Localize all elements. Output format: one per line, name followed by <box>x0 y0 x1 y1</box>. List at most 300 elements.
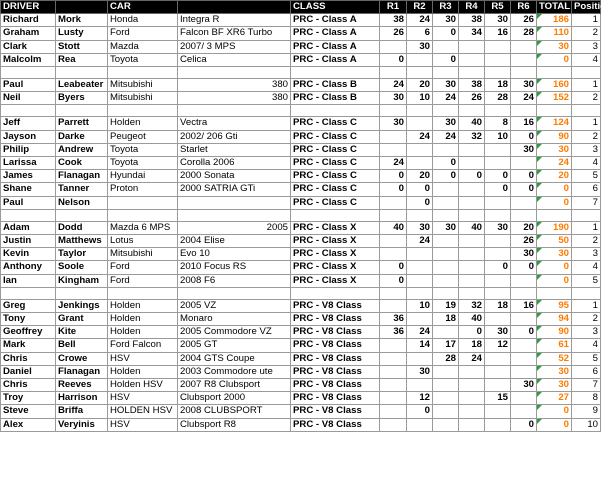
round-5-cell[interactable] <box>485 157 511 170</box>
empty-cell[interactable] <box>485 209 511 221</box>
driver-first-cell[interactable]: Paul <box>1 79 56 92</box>
car-make-cell[interactable]: Ford Falcon <box>108 339 178 352</box>
position-cell[interactable]: 6 <box>572 183 601 196</box>
round-1-cell[interactable] <box>380 130 407 143</box>
header-driver-last[interactable] <box>56 1 108 14</box>
round-6-cell[interactable] <box>511 405 537 418</box>
round-2-cell[interactable]: 14 <box>407 339 433 352</box>
round-3-cell[interactable]: 0 <box>433 27 459 40</box>
driver-first-cell[interactable]: Neil <box>1 92 56 105</box>
round-4-cell[interactable]: 38 <box>459 79 485 92</box>
position-cell[interactable]: 10 <box>572 418 601 431</box>
driver-first-cell[interactable]: Malcolm <box>1 53 56 66</box>
driver-last-cell[interactable]: Kingham <box>56 274 108 287</box>
car-make-cell[interactable]: Holden <box>108 313 178 326</box>
round-2-cell[interactable]: 30 <box>407 365 433 378</box>
driver-first-cell[interactable]: Clark <box>1 40 56 53</box>
driver-first-cell[interactable]: Paul <box>1 196 56 209</box>
car-model-cell[interactable]: 2002/ 206 Gti <box>178 130 291 143</box>
round-5-cell[interactable] <box>485 196 511 209</box>
round-2-cell[interactable]: 30 <box>407 221 433 234</box>
empty-cell[interactable] <box>291 67 380 79</box>
total-cell[interactable] <box>537 170 572 183</box>
round-3-cell[interactable] <box>433 235 459 248</box>
round-2-cell[interactable] <box>407 313 433 326</box>
class-cell[interactable]: PRC - V8 Class <box>291 339 380 352</box>
round-6-cell[interactable] <box>511 352 537 365</box>
round-3-cell[interactable] <box>433 418 459 431</box>
empty-cell[interactable] <box>1 209 56 221</box>
total-cell[interactable] <box>537 392 572 405</box>
total-cell[interactable] <box>537 14 572 27</box>
class-cell[interactable]: PRC - Class X <box>291 235 380 248</box>
position-cell[interactable]: 1 <box>572 117 601 130</box>
round-3-cell[interactable] <box>433 143 459 156</box>
round-2-cell[interactable]: 24 <box>407 235 433 248</box>
total-cell[interactable] <box>537 221 572 234</box>
round-5-cell[interactable]: 8 <box>485 117 511 130</box>
round-1-cell[interactable] <box>380 40 407 53</box>
round-6-cell[interactable] <box>511 196 537 209</box>
round-1-cell[interactable]: 36 <box>380 326 407 339</box>
round-4-cell[interactable]: 32 <box>459 299 485 312</box>
total-cell[interactable] <box>537 365 572 378</box>
round-6-cell[interactable]: 0 <box>511 418 537 431</box>
empty-cell[interactable] <box>178 105 291 117</box>
empty-cell[interactable] <box>56 67 108 79</box>
driver-first-cell[interactable]: Alex <box>1 418 56 431</box>
empty-cell[interactable] <box>178 67 291 79</box>
round-3-cell[interactable] <box>433 326 459 339</box>
car-model-cell[interactable]: Starlet <box>178 143 291 156</box>
car-make-cell[interactable]: Proton <box>108 183 178 196</box>
driver-last-cell[interactable]: Lusty <box>56 27 108 40</box>
position-cell[interactable]: 2 <box>572 235 601 248</box>
round-2-cell[interactable] <box>407 352 433 365</box>
round-5-cell[interactable] <box>485 40 511 53</box>
round-4-cell[interactable] <box>459 392 485 405</box>
class-cell[interactable]: PRC - V8 Class <box>291 313 380 326</box>
car-make-cell[interactable]: Mazda <box>108 40 178 53</box>
driver-last-cell[interactable]: Bell <box>56 339 108 352</box>
driver-last-cell[interactable]: Soole <box>56 261 108 274</box>
empty-cell[interactable] <box>511 209 537 221</box>
round-3-cell[interactable]: 24 <box>433 92 459 105</box>
car-model-cell[interactable]: 2008 F6 <box>178 274 291 287</box>
empty-cell[interactable] <box>291 209 380 221</box>
driver-last-cell[interactable]: Kite <box>56 326 108 339</box>
position-cell[interactable]: 3 <box>572 143 601 156</box>
car-make-cell[interactable]: HSV <box>108 418 178 431</box>
class-cell[interactable]: PRC - V8 Class <box>291 299 380 312</box>
empty-cell[interactable] <box>459 209 485 221</box>
class-cell[interactable]: PRC - Class C <box>291 157 380 170</box>
class-cell[interactable]: PRC - Class C <box>291 183 380 196</box>
empty-cell[interactable] <box>537 209 572 221</box>
position-cell[interactable]: 2 <box>572 27 601 40</box>
driver-first-cell[interactable]: Jayson <box>1 130 56 143</box>
round-1-cell[interactable] <box>380 352 407 365</box>
car-make-cell[interactable]: Holden <box>108 365 178 378</box>
class-cell[interactable]: PRC - Class X <box>291 274 380 287</box>
round-4-cell[interactable] <box>459 261 485 274</box>
empty-cell[interactable] <box>407 67 433 79</box>
driver-first-cell[interactable]: Larissa <box>1 157 56 170</box>
round-3-cell[interactable]: 0 <box>433 170 459 183</box>
header-position[interactable]: Position <box>572 1 601 14</box>
round-6-cell[interactable]: 30 <box>511 379 537 392</box>
round-5-cell[interactable]: 12 <box>485 339 511 352</box>
round-5-cell[interactable]: 18 <box>485 79 511 92</box>
car-model-cell[interactable]: Falcon BF XR6 Turbo <box>178 27 291 40</box>
round-3-cell[interactable]: 0 <box>433 157 459 170</box>
header-total[interactable]: TOTAL <box>537 1 572 14</box>
round-5-cell[interactable] <box>485 365 511 378</box>
empty-cell[interactable] <box>433 209 459 221</box>
header-r4[interactable]: R4 <box>459 1 485 14</box>
round-6-cell[interactable]: 0 <box>511 170 537 183</box>
round-1-cell[interactable]: 24 <box>380 79 407 92</box>
total-cell[interactable] <box>537 40 572 53</box>
driver-first-cell[interactable]: Anthony <box>1 261 56 274</box>
car-make-cell[interactable]: Ford <box>108 27 178 40</box>
car-make-cell[interactable]: Holden <box>108 326 178 339</box>
round-2-cell[interactable]: 0 <box>407 183 433 196</box>
class-cell[interactable]: PRC - Class C <box>291 143 380 156</box>
header-r5[interactable]: R5 <box>485 1 511 14</box>
empty-cell[interactable] <box>459 67 485 79</box>
round-4-cell[interactable] <box>459 183 485 196</box>
round-6-cell[interactable]: 20 <box>511 221 537 234</box>
position-cell[interactable]: 9 <box>572 405 601 418</box>
round-3-cell[interactable]: 28 <box>433 352 459 365</box>
round-1-cell[interactable]: 38 <box>380 14 407 27</box>
round-3-cell[interactable] <box>433 365 459 378</box>
empty-cell[interactable] <box>1 105 56 117</box>
class-cell[interactable]: PRC - Class C <box>291 117 380 130</box>
driver-last-cell[interactable]: Matthews <box>56 235 108 248</box>
header-r1[interactable]: R1 <box>380 1 407 14</box>
class-cell[interactable]: PRC - Class C <box>291 170 380 183</box>
round-5-cell[interactable]: 10 <box>485 130 511 143</box>
empty-cell[interactable] <box>485 67 511 79</box>
class-cell[interactable]: PRC - Class A <box>291 53 380 66</box>
round-5-cell[interactable] <box>485 418 511 431</box>
empty-cell[interactable] <box>407 209 433 221</box>
empty-cell[interactable] <box>433 287 459 299</box>
car-model-cell[interactable]: 2008 CLUBSPORT <box>178 405 291 418</box>
round-3-cell[interactable] <box>433 261 459 274</box>
position-cell[interactable]: 6 <box>572 365 601 378</box>
round-2-cell[interactable]: 24 <box>407 326 433 339</box>
round-4-cell[interactable] <box>459 274 485 287</box>
round-4-cell[interactable] <box>459 196 485 209</box>
total-cell[interactable] <box>537 313 572 326</box>
round-1-cell[interactable]: 0 <box>380 53 407 66</box>
round-6-cell[interactable]: 28 <box>511 27 537 40</box>
driver-first-cell[interactable]: James <box>1 170 56 183</box>
header-r3[interactable]: R3 <box>433 1 459 14</box>
round-4-cell[interactable] <box>459 418 485 431</box>
empty-cell[interactable] <box>291 287 380 299</box>
round-5-cell[interactable]: 0 <box>485 183 511 196</box>
empty-cell[interactable] <box>572 67 601 79</box>
round-2-cell[interactable]: 10 <box>407 299 433 312</box>
round-4-cell[interactable] <box>459 235 485 248</box>
round-4-cell[interactable] <box>459 157 485 170</box>
round-3-cell[interactable] <box>433 248 459 261</box>
empty-cell[interactable] <box>108 209 178 221</box>
round-2-cell[interactable] <box>407 117 433 130</box>
position-cell[interactable]: 4 <box>572 157 601 170</box>
driver-first-cell[interactable]: Greg <box>1 299 56 312</box>
round-1-cell[interactable] <box>380 235 407 248</box>
round-2-cell[interactable] <box>407 53 433 66</box>
round-2-cell[interactable]: 30 <box>407 40 433 53</box>
total-cell[interactable] <box>537 92 572 105</box>
driver-last-cell[interactable]: Mork <box>56 14 108 27</box>
car-model-cell[interactable]: 2004 GTS Coupe <box>178 352 291 365</box>
round-4-cell[interactable]: 34 <box>459 27 485 40</box>
total-cell[interactable] <box>537 53 572 66</box>
round-4-cell[interactable] <box>459 365 485 378</box>
round-2-cell[interactable]: 6 <box>407 27 433 40</box>
driver-first-cell[interactable]: Graham <box>1 27 56 40</box>
driver-first-cell[interactable]: Philip <box>1 143 56 156</box>
round-6-cell[interactable]: 0 <box>511 261 537 274</box>
round-3-cell[interactable]: 24 <box>433 130 459 143</box>
empty-cell[interactable] <box>380 287 407 299</box>
round-5-cell[interactable] <box>485 248 511 261</box>
round-1-cell[interactable] <box>380 405 407 418</box>
round-1-cell[interactable]: 30 <box>380 92 407 105</box>
header-class[interactable]: CLASS <box>291 1 380 14</box>
driver-last-cell[interactable]: Taylor <box>56 248 108 261</box>
car-model-cell[interactable] <box>178 196 291 209</box>
round-6-cell[interactable]: 26 <box>511 14 537 27</box>
car-model-cell[interactable]: 2005 <box>178 221 291 234</box>
round-3-cell[interactable]: 30 <box>433 14 459 27</box>
class-cell[interactable]: PRC - Class B <box>291 79 380 92</box>
round-1-cell[interactable]: 30 <box>380 117 407 130</box>
car-make-cell[interactable]: HSV <box>108 352 178 365</box>
empty-cell[interactable] <box>511 287 537 299</box>
round-3-cell[interactable] <box>433 274 459 287</box>
round-3-cell[interactable]: 30 <box>433 221 459 234</box>
driver-last-cell[interactable]: Cook <box>56 157 108 170</box>
car-model-cell[interactable]: 2004 Elise <box>178 235 291 248</box>
round-4-cell[interactable] <box>459 53 485 66</box>
driver-first-cell[interactable]: Tony <box>1 313 56 326</box>
round-1-cell[interactable]: 0 <box>380 274 407 287</box>
total-cell[interactable] <box>537 379 572 392</box>
round-1-cell[interactable] <box>380 418 407 431</box>
round-4-cell[interactable]: 40 <box>459 221 485 234</box>
driver-last-cell[interactable]: Reeves <box>56 379 108 392</box>
car-model-cell[interactable]: Clubsport 2000 <box>178 392 291 405</box>
total-cell[interactable] <box>537 117 572 130</box>
empty-cell[interactable] <box>380 209 407 221</box>
position-cell[interactable]: 8 <box>572 392 601 405</box>
car-model-cell[interactable]: Monaro <box>178 313 291 326</box>
round-6-cell[interactable] <box>511 339 537 352</box>
driver-last-cell[interactable]: Crowe <box>56 352 108 365</box>
empty-cell[interactable] <box>108 105 178 117</box>
car-model-cell[interactable]: 2000 SATRIA GTi <box>178 183 291 196</box>
empty-cell[interactable] <box>537 67 572 79</box>
car-make-cell[interactable]: Toyota <box>108 157 178 170</box>
round-4-cell[interactable] <box>459 40 485 53</box>
round-5-cell[interactable]: 0 <box>485 261 511 274</box>
car-make-cell[interactable]: Holden <box>108 299 178 312</box>
round-1-cell[interactable] <box>380 196 407 209</box>
empty-cell[interactable] <box>572 209 601 221</box>
round-4-cell[interactable]: 26 <box>459 92 485 105</box>
round-6-cell[interactable]: 30 <box>511 79 537 92</box>
round-5-cell[interactable] <box>485 405 511 418</box>
car-model-cell[interactable]: Vectra <box>178 117 291 130</box>
position-cell[interactable]: 1 <box>572 79 601 92</box>
car-make-cell[interactable]: Lotus <box>108 235 178 248</box>
car-model-cell[interactable]: Clubsport R8 <box>178 418 291 431</box>
driver-first-cell[interactable]: Jeff <box>1 117 56 130</box>
round-4-cell[interactable] <box>459 405 485 418</box>
round-5-cell[interactable] <box>485 313 511 326</box>
empty-cell[interactable] <box>1 67 56 79</box>
empty-cell[interactable] <box>178 209 291 221</box>
round-4-cell[interactable]: 32 <box>459 130 485 143</box>
header-r2[interactable]: R2 <box>407 1 433 14</box>
round-2-cell[interactable]: 20 <box>407 79 433 92</box>
driver-first-cell[interactable]: Richard <box>1 14 56 27</box>
position-cell[interactable]: 2 <box>572 92 601 105</box>
car-model-cell[interactable]: 2005 Commodore VZ <box>178 326 291 339</box>
driver-first-cell[interactable]: Geoffrey <box>1 326 56 339</box>
round-2-cell[interactable] <box>407 261 433 274</box>
round-1-cell[interactable]: 0 <box>380 261 407 274</box>
total-cell[interactable] <box>537 130 572 143</box>
round-4-cell[interactable] <box>459 143 485 156</box>
round-6-cell[interactable] <box>511 392 537 405</box>
total-cell[interactable] <box>537 79 572 92</box>
round-3-cell[interactable] <box>433 392 459 405</box>
round-5-cell[interactable]: 0 <box>485 170 511 183</box>
round-1-cell[interactable] <box>380 143 407 156</box>
driver-first-cell[interactable]: Chris <box>1 379 56 392</box>
driver-last-cell[interactable]: Nelson <box>56 196 108 209</box>
empty-cell[interactable] <box>433 105 459 117</box>
empty-cell[interactable] <box>56 105 108 117</box>
total-cell[interactable] <box>537 339 572 352</box>
car-model-cell[interactable]: 380 <box>178 92 291 105</box>
position-cell[interactable]: 1 <box>572 14 601 27</box>
round-6-cell[interactable]: 30 <box>511 248 537 261</box>
car-make-cell[interactable]: Hyundai <box>108 170 178 183</box>
position-cell[interactable]: 7 <box>572 196 601 209</box>
round-2-cell[interactable] <box>407 248 433 261</box>
empty-cell[interactable] <box>511 67 537 79</box>
empty-cell[interactable] <box>459 105 485 117</box>
car-make-cell[interactable]: Toyota <box>108 143 178 156</box>
round-1-cell[interactable] <box>380 392 407 405</box>
round-1-cell[interactable] <box>380 365 407 378</box>
driver-last-cell[interactable]: Rea <box>56 53 108 66</box>
class-cell[interactable]: PRC - Class X <box>291 248 380 261</box>
car-make-cell[interactable]: HSV <box>108 392 178 405</box>
total-cell[interactable] <box>537 405 572 418</box>
round-4-cell[interactable]: 40 <box>459 117 485 130</box>
total-cell[interactable] <box>537 196 572 209</box>
round-2-cell[interactable] <box>407 418 433 431</box>
total-cell[interactable] <box>537 274 572 287</box>
round-6-cell[interactable]: 24 <box>511 92 537 105</box>
position-cell[interactable]: 1 <box>572 299 601 312</box>
round-3-cell[interactable]: 30 <box>433 117 459 130</box>
car-make-cell[interactable]: Holden HSV <box>108 379 178 392</box>
header-driver[interactable]: DRIVER <box>1 1 56 14</box>
driver-last-cell[interactable]: Dodd <box>56 221 108 234</box>
empty-cell[interactable] <box>380 67 407 79</box>
round-2-cell[interactable]: 10 <box>407 92 433 105</box>
car-model-cell[interactable]: 2005 GT <box>178 339 291 352</box>
car-model-cell[interactable]: 380 <box>178 79 291 92</box>
car-make-cell[interactable]: Ford <box>108 261 178 274</box>
driver-last-cell[interactable]: Tanner <box>56 183 108 196</box>
class-cell[interactable]: PRC - V8 Class <box>291 326 380 339</box>
round-6-cell[interactable]: 26 <box>511 235 537 248</box>
round-6-cell[interactable] <box>511 274 537 287</box>
round-4-cell[interactable] <box>459 248 485 261</box>
car-make-cell[interactable]: Honda <box>108 14 178 27</box>
class-cell[interactable]: PRC - V8 Class <box>291 418 380 431</box>
empty-cell[interactable] <box>291 105 380 117</box>
driver-last-cell[interactable]: Flanagan <box>56 170 108 183</box>
round-2-cell[interactable] <box>407 274 433 287</box>
round-6-cell[interactable]: 30 <box>511 143 537 156</box>
car-model-cell[interactable]: 2000 Sonata <box>178 170 291 183</box>
position-cell[interactable]: 7 <box>572 379 601 392</box>
total-cell[interactable] <box>537 248 572 261</box>
round-4-cell[interactable]: 0 <box>459 170 485 183</box>
driver-last-cell[interactable]: Darke <box>56 130 108 143</box>
car-make-cell[interactable] <box>108 196 178 209</box>
round-5-cell[interactable]: 16 <box>485 27 511 40</box>
round-4-cell[interactable]: 24 <box>459 352 485 365</box>
class-cell[interactable]: PRC - Class X <box>291 261 380 274</box>
total-cell[interactable] <box>537 183 572 196</box>
class-cell[interactable]: PRC - V8 Class <box>291 405 380 418</box>
class-cell[interactable]: PRC - V8 Class <box>291 379 380 392</box>
round-4-cell[interactable]: 18 <box>459 339 485 352</box>
empty-cell[interactable] <box>407 105 433 117</box>
round-4-cell[interactable]: 38 <box>459 14 485 27</box>
round-2-cell[interactable] <box>407 157 433 170</box>
car-make-cell[interactable]: HOLDEN HSV <box>108 405 178 418</box>
car-model-cell[interactable]: 2003 Commodore ute <box>178 365 291 378</box>
total-cell[interactable] <box>537 261 572 274</box>
total-cell[interactable] <box>537 27 572 40</box>
driver-first-cell[interactable]: Shane <box>1 183 56 196</box>
round-3-cell[interactable] <box>433 196 459 209</box>
round-3-cell[interactable] <box>433 183 459 196</box>
class-cell[interactable]: PRC - V8 Class <box>291 352 380 365</box>
empty-cell[interactable] <box>380 105 407 117</box>
round-5-cell[interactable] <box>485 53 511 66</box>
round-5-cell[interactable]: 28 <box>485 92 511 105</box>
empty-cell[interactable] <box>485 287 511 299</box>
driver-last-cell[interactable]: Briffa <box>56 405 108 418</box>
round-1-cell[interactable] <box>380 379 407 392</box>
